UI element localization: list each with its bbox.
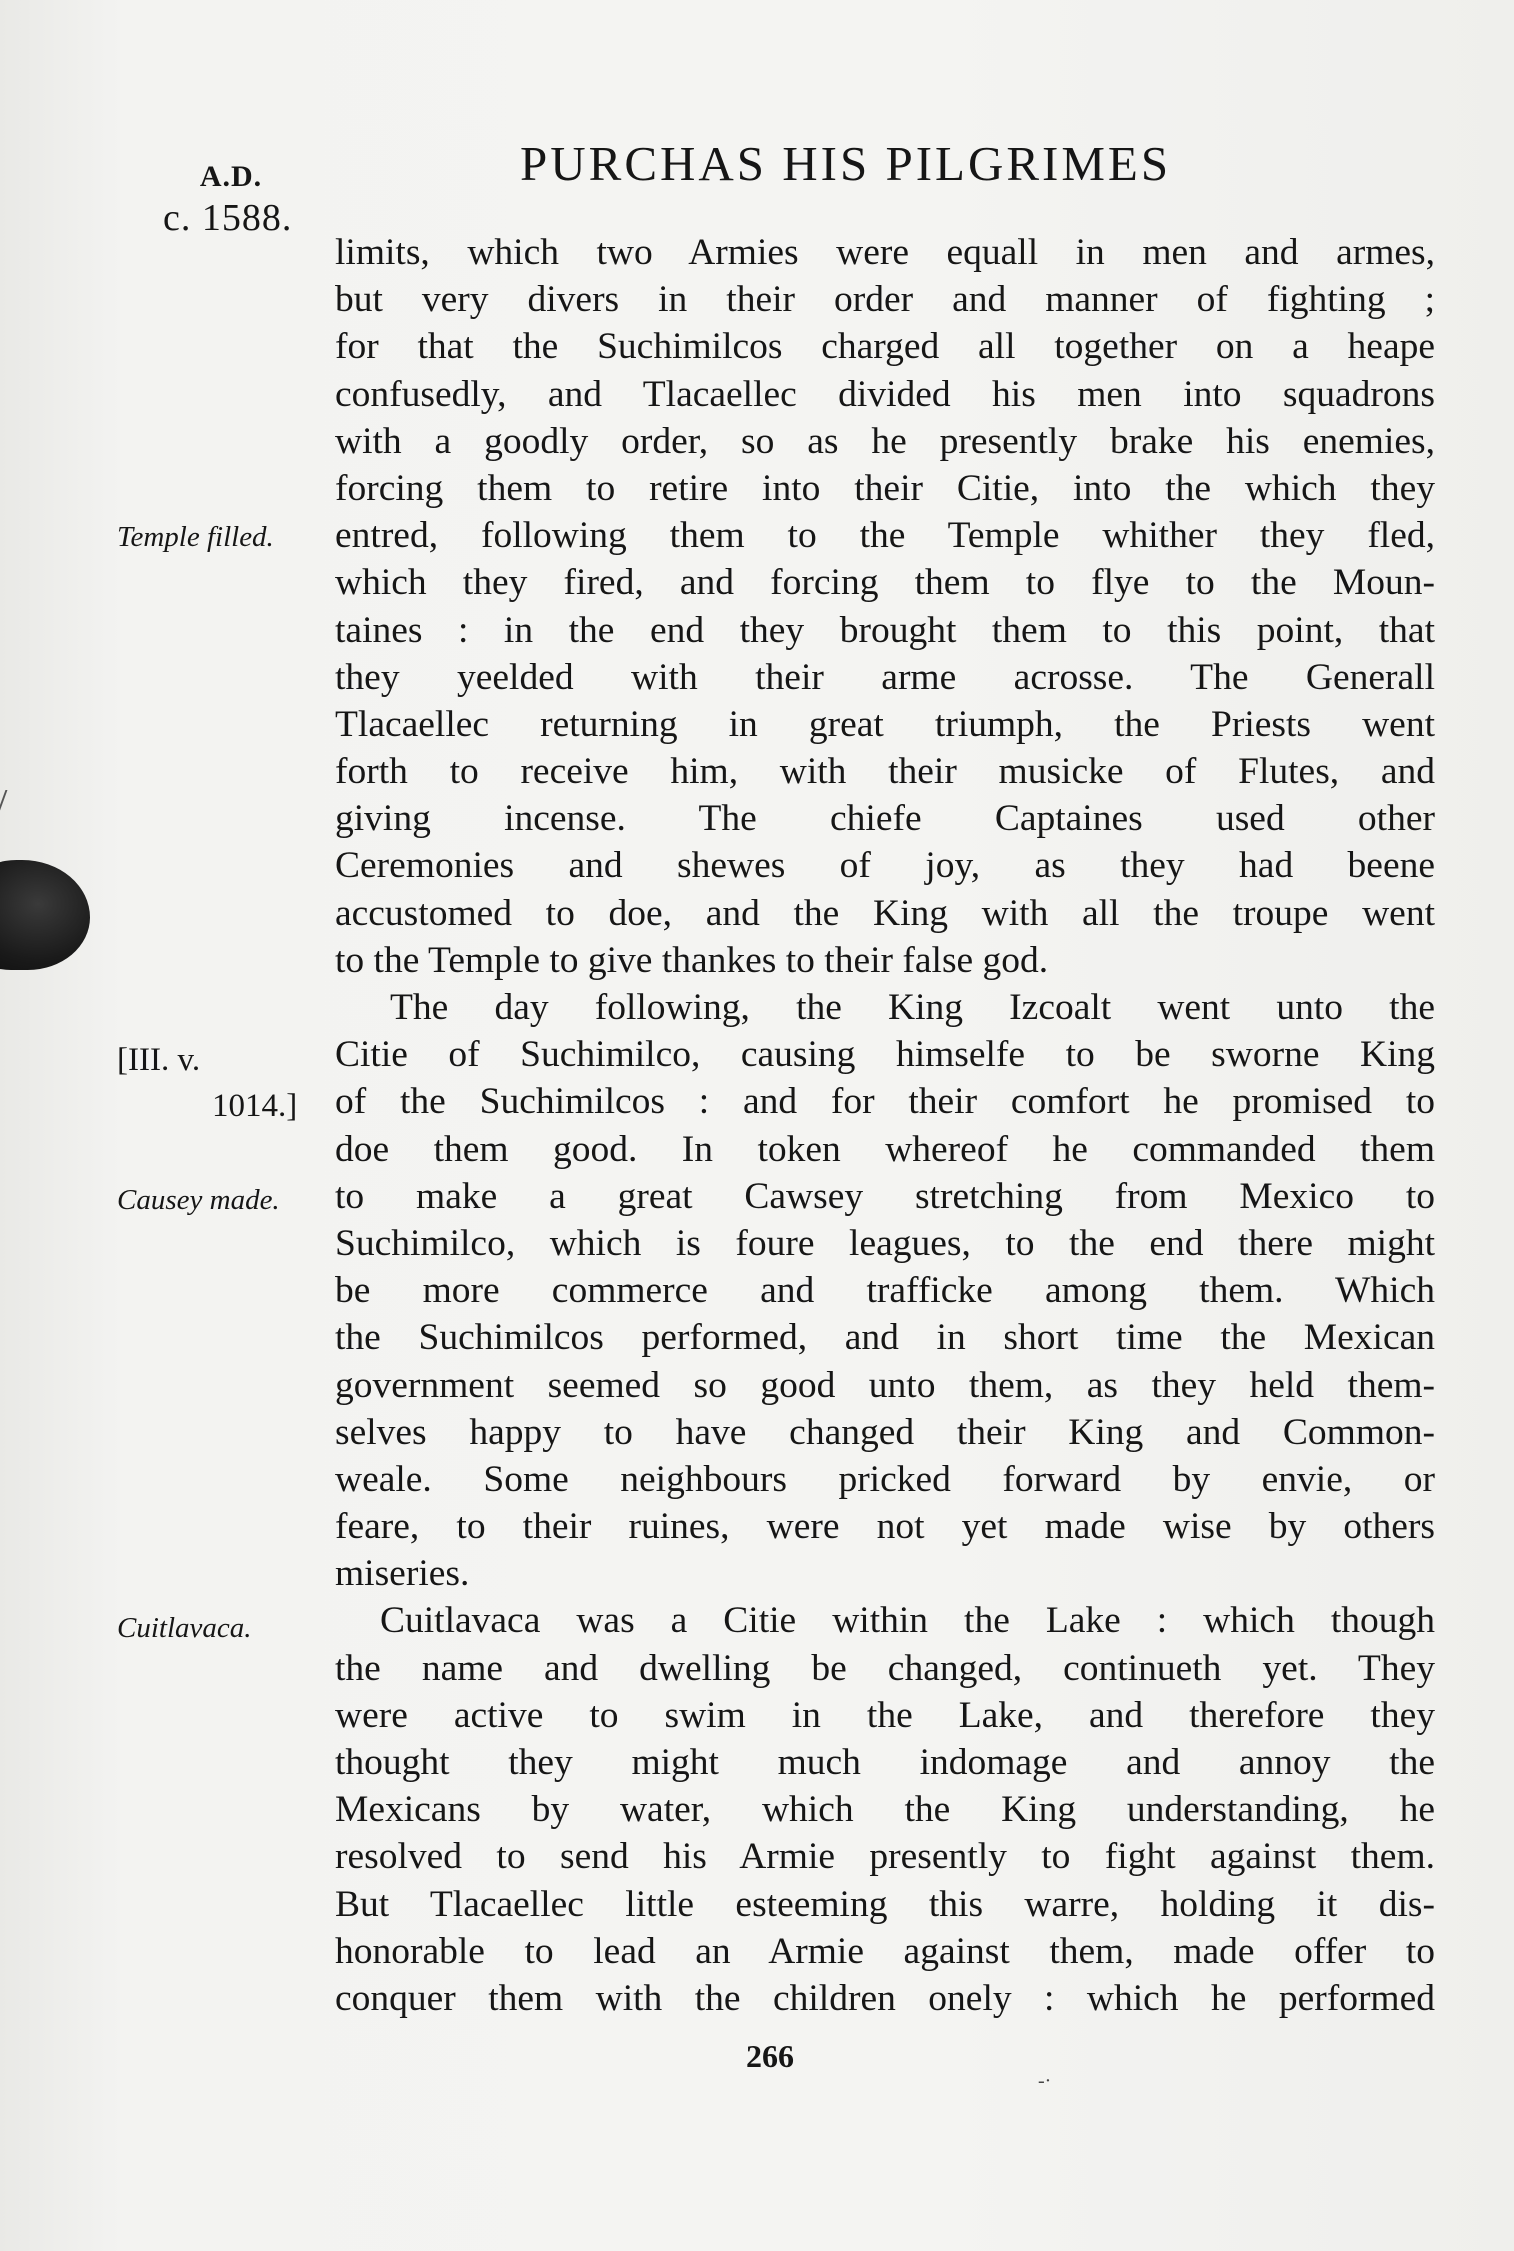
text-line: giving incense. The chiefe Captaines used other [335,798,1435,840]
text-line: limits, which two Armies were equall in men and armes, [335,232,1435,273]
text-line: honorable to lead an Armie against them, made offer to [335,1930,1435,1972]
margin-note-causey-made: Causey made. [117,1184,280,1216]
text-line: government seemed so good unto them, as they held them- [335,1364,1435,1406]
text-line: weale. Some neighbours pricked forward by envie, or [335,1458,1435,1500]
text-line: they yeelded with their arme acrosse. The Generall [335,656,1435,698]
text-line: Mexicans by water, which the King understanding, he [335,1789,1435,1831]
text-line: feare, to their ruines, were not yet made wise by others [335,1506,1435,1548]
text-line: doe them good. In token whereof he commanded them [335,1128,1435,1170]
text-line: resolved to send his Armie presently to fight against them. [335,1836,1435,1878]
text-line: of the Suchimilcos : and for their comfort he promised to [335,1081,1435,1123]
text-line: Tlacaellec returning in great triumph, the Priests went [335,703,1435,745]
text-line: but very divers in their order and manner of fighting ; [335,279,1435,321]
margin-note-volume-page: 1014.] [212,1088,298,1124]
text-line: entred, following them to the Temple whither they fled, [335,515,1435,557]
body-text [335,229,1435,2022]
margin-note-cuitlavaca: Cuitlavaca. [117,1612,252,1644]
text-line: But Tlacaellec little esteeming this warre, holding it dis- [335,1883,1435,1925]
margin-note-temple-filled: Temple filled. [117,521,274,553]
text-line: Citie of Suchimilco, causing himselfe to be sworne King [335,1034,1435,1076]
text-line: be more commerce and trafficke among them. Which [335,1270,1435,1312]
text-line: The day following, the King Izcoalt went unto the [390,987,1435,1028]
text-line: forth to receive him, with their musicke of Flutes, and [335,751,1435,793]
text-line: Suchimilco, which is foure leagues, to the end there might [335,1222,1435,1264]
page-number: 266 [746,2038,794,2074]
text-line: taines : in the end they brought them to this point, that [335,609,1435,651]
text-line: forcing them to retire into their Citie, into the which they [335,467,1435,509]
text-line: with a goodly order, so as he presently brake his enemies, [335,420,1435,462]
text-line: to make a great Cawsey stretching from Mexico to [335,1175,1435,1217]
header-date-label: A.D. [199,160,263,193]
text-line: for that the Suchimilcos charged all together on a heape [335,326,1435,368]
text-line: conquer them with the children onely : which he performed [335,1977,1435,2019]
text-line: miseries. [335,1553,470,1595]
text-line: accustomed to doe, and the King with all the troupe went [335,892,1435,934]
header-year: c. 1588. [163,197,293,239]
text-line: Ceremonies and shewes of joy, as they had beene [335,845,1435,887]
text-line: were active to swim in the Lake, and therefore they [335,1694,1435,1736]
text-line: to the Temple to give thankes to their false god. [335,939,1049,981]
print-speck: -· [1038,2070,1052,2092]
text-line: Cuitlavaca was a Citie within the Lake : which though [380,1600,1435,1642]
margin-note-volume-ref: [III. v. [117,1042,201,1078]
text-line: selves happy to have changed their King and Common- [335,1411,1435,1453]
text-line: thought they might much indomage and annoy the [335,1742,1435,1783]
thumb-shadow [0,860,90,970]
text-line: the Suchimilcos performed, and in short time the Mexican [335,1317,1435,1359]
page-edge-mark [0,790,15,820]
text-line: which they fired, and forcing them to flye to the Moun- [335,562,1435,604]
running-title: PURCHAS HIS PILGRIMES [520,136,1172,191]
text-line: confusedly, and Tlacaellec divided his men into squadrons [335,373,1435,415]
text-line: the name and dwelling be changed, continueth yet. They [335,1647,1435,1689]
